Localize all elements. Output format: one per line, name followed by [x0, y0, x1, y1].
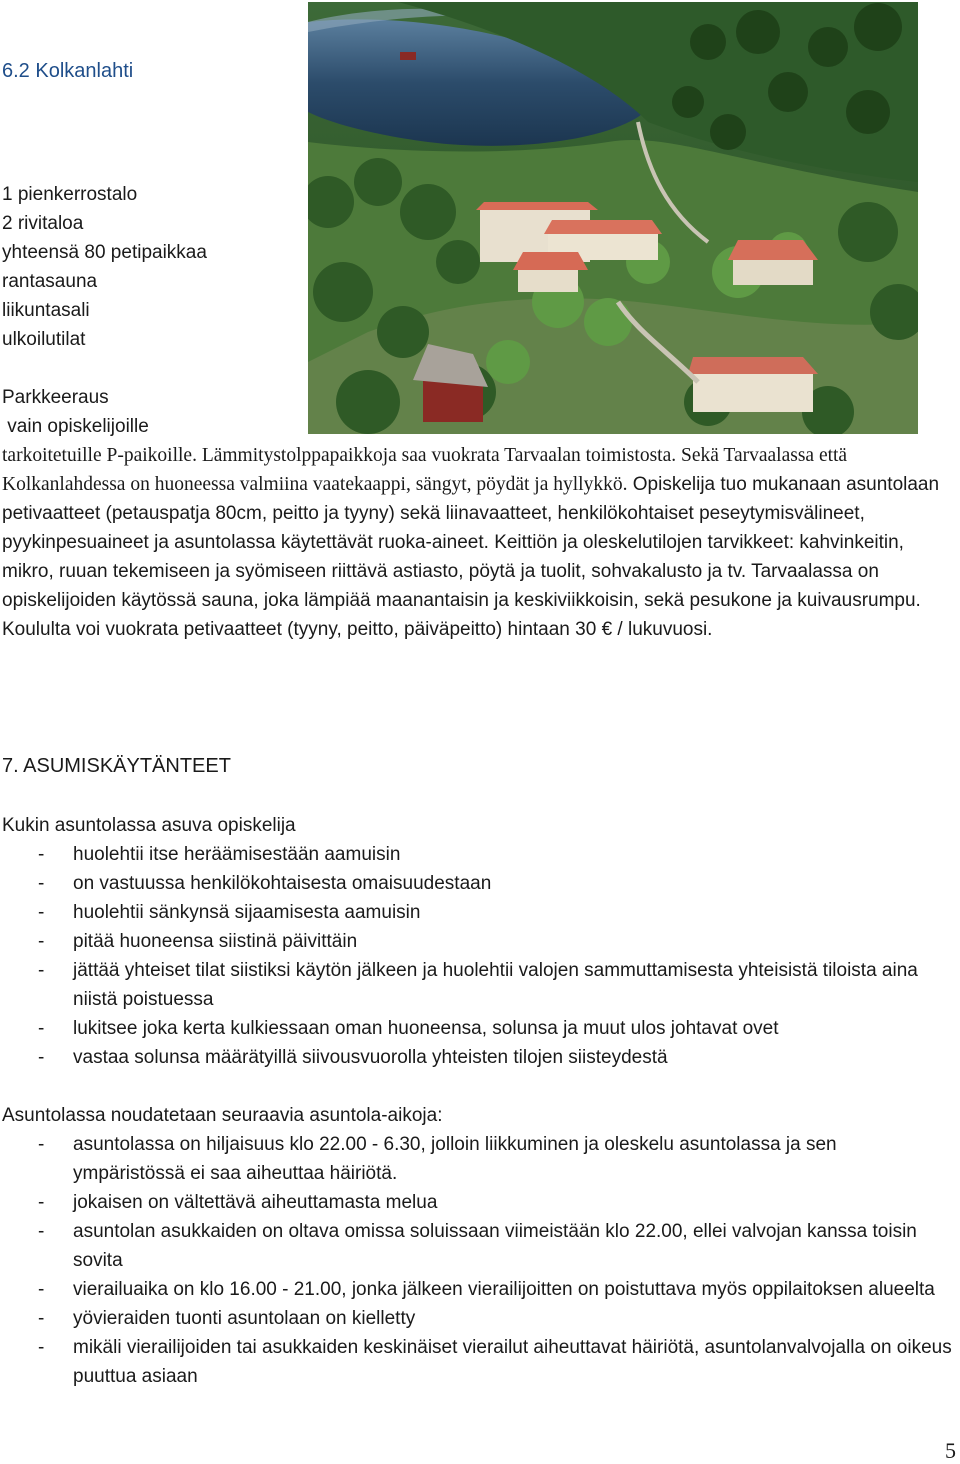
- list-item: - yövieraiden tuonti asuntolaan on kielletty: [38, 1308, 416, 1329]
- list-item: - lukitsee joka kerta kulkiessaan oman huoneensa, solunsa ja muut ulos johtavat ovet: [38, 1018, 779, 1039]
- list-item: - vastaa solunsa määrätyillä siivousvuorolla yhteisten tilojen siisteydestä: [38, 1047, 668, 1068]
- feature-item: 2 rivitaloa: [2, 213, 84, 234]
- parking-block: [2, 383, 149, 441]
- parking-line: vain opiskelijoille: [2, 416, 149, 437]
- parking-title: Parkkeeraus: [2, 387, 109, 408]
- feature-item: liikuntasali: [2, 300, 90, 321]
- list-item: - mikäli vierailijoiden tai asukkaiden keskinäiset vierailut aiheuttavat häiriötä, asuntolanvalvojalla on oikeus puuttua asiaan: [38, 1337, 952, 1387]
- paragraph-body: Opiskelija tuo mukanaan asuntolaan petivaatteet (petauspatja 80cm, peitto ja tyyny) sekä liinavaatteet, henkilökohtaiset peseytymisvälineet, pyykinpesuaineet ja asuntolassa käytettävät ruoka-aineet. Keittiön ja oleskelutilojen tarvikkeet: kahvinkeitin, mikro, ruuan tekemiseen ja syömiseen riittävä astiasto, pöytä ja tuolit, sohvakalusto ja tv. Tarvaalassa on opiskelijoiden käytössä sauna, joka lämpiää maanantaisin ja keskiviikkoisin, sekä pesukone ja kuivausrumpu. Koululta voi vuokrata petivaatteet (tyyny, peitto, päiväpeitto) hintaan 30 € / lukuvuosi.: [2, 474, 940, 640]
- list-item: - asuntolassa on hiljaisuus klo 22.00 - 6.30, jolloin liikkuminen ja oleskelu asuntolassa ja sen ympäristössä ei saa aiheuttaa häiriötä.: [38, 1134, 837, 1184]
- rules-intro: Kukin asuntolassa asuva opiskelija: [2, 815, 296, 836]
- list-item: - pitää huoneensa siistinä päivittäin: [38, 931, 358, 952]
- rules-intro-times: Asuntolassa noudatetaan seuraavia asuntola-aikoja:: [2, 1105, 443, 1126]
- feature-item: 1 pienkerrostalo: [2, 184, 138, 205]
- paragraph-lead: tarkoitetuille P-paikoille. Lämmitystolppapaikkoja saa vuokrata Tarvaalan toimistosta. Sekä Tarvaalassa että Kolkanlahdessa on huoneessa valmiina vaatekaappi, sängyt, pöydät ja hyllykkö.: [2, 445, 848, 495]
- list-item: - jättää yhteiset tilat siistiksi käytön jälkeen ja huolehtii valojen sammuttamisesta yhteisistä tiloista aina niistä poistuessa: [38, 960, 918, 1010]
- feature-item: rantasauna: [2, 271, 98, 292]
- list-item: - huolehtii sänkynsä sijaamisesta aamuisin: [38, 902, 421, 923]
- list-item: - asuntolan asukkaiden on oltava omissa soluissaan viimeistään klo 22.00, ellei valvojan kanssa toisin sovita: [38, 1221, 917, 1271]
- accommodation-paragraph: [2, 441, 952, 644]
- section-title: 6.2 Kolkanlahti: [2, 60, 134, 82]
- list-item: - on vastuussa henkilökohtaisesta omaisuudestaan: [38, 873, 492, 894]
- rules-list-times: [2, 1130, 952, 1391]
- campus-aerial-illustration: [308, 2, 918, 434]
- campus-aerial-photo: [308, 2, 918, 434]
- list-item: - jokaisen on vältettävä aiheuttamasta melua: [38, 1192, 438, 1213]
- rules-title: 7. ASUMISKÄYTÄNTEET: [2, 755, 231, 777]
- list-item: - vierailuaika on klo 16.00 - 21.00, jonka jälkeen vierailijoitten on poistuttava myös oppilaitoksen alueelta: [38, 1279, 935, 1300]
- list-item: - huolehtii itse heräämisestään aamuisin: [38, 844, 401, 865]
- feature-list: [2, 180, 207, 354]
- feature-item: ulkoilutilat: [2, 329, 86, 350]
- feature-item: yhteensä 80 petipaikkaa: [2, 242, 207, 263]
- page-number: 5: [945, 1438, 956, 1463]
- rules-list-residents: [2, 840, 952, 1072]
